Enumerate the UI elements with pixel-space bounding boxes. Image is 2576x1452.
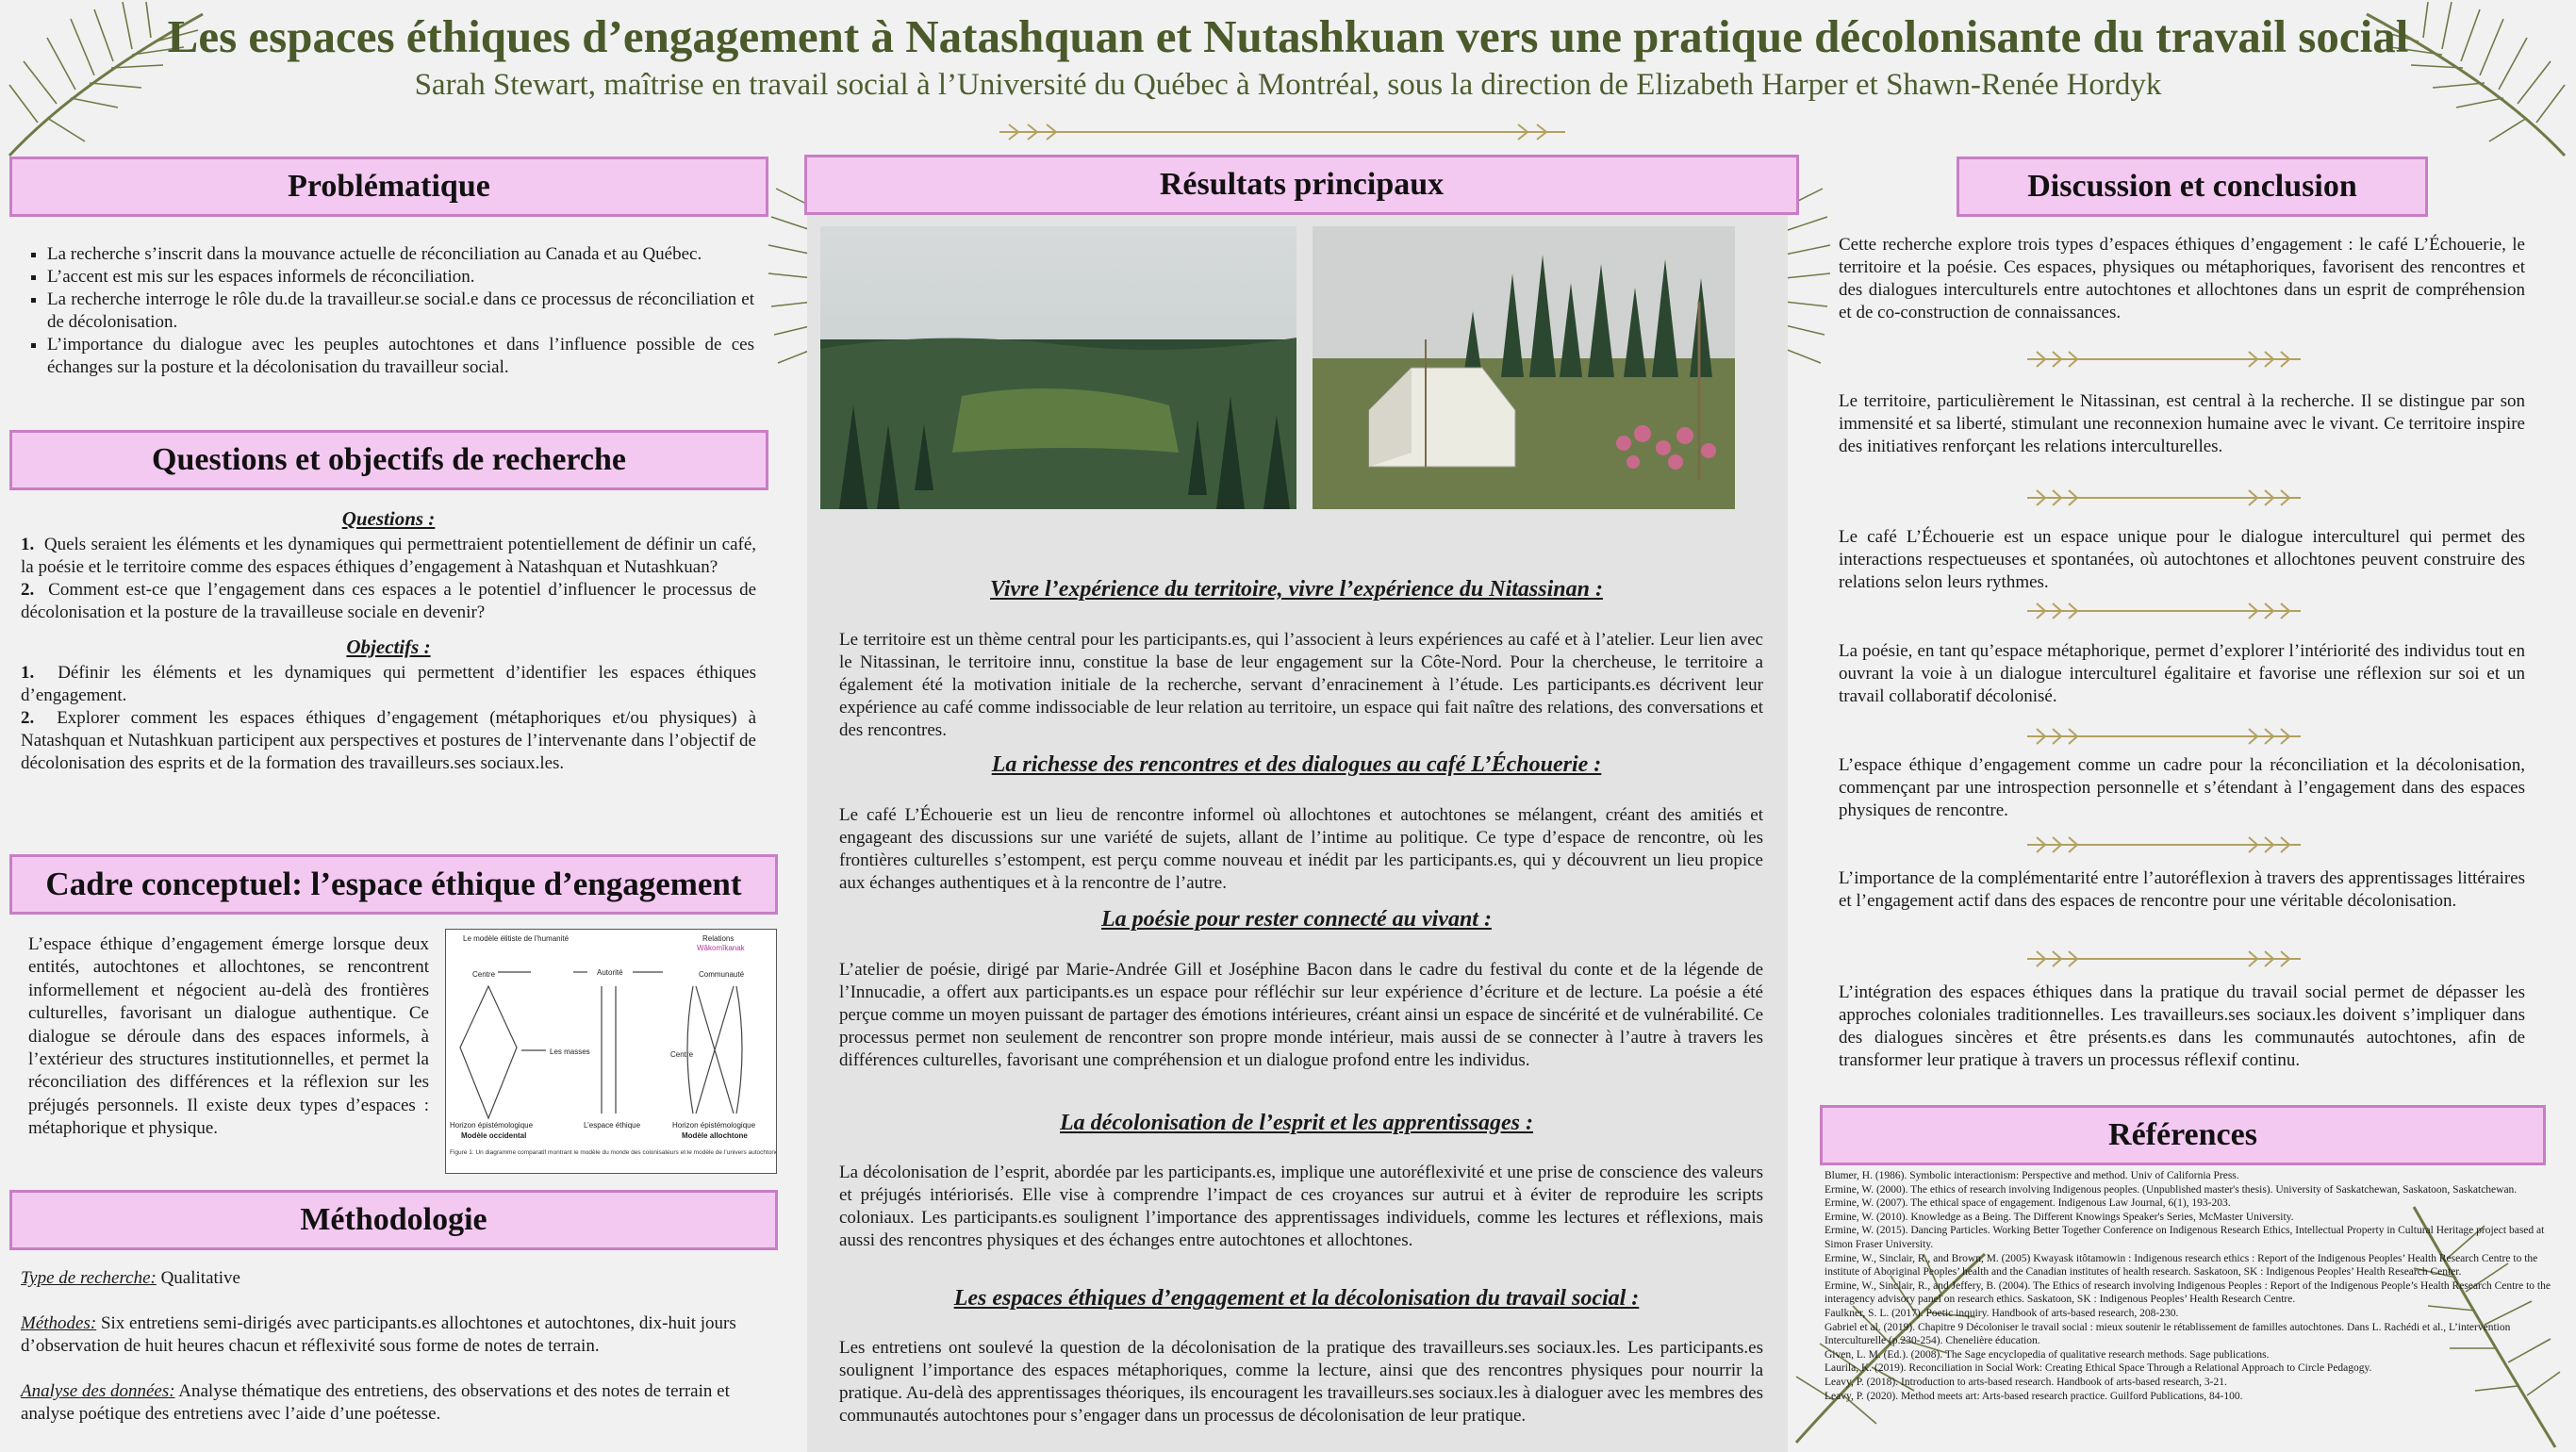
results-paragraph-2: Le café L’Échouerie est un lieu de rencontre informel où allochtones et autochtones se mélangent, créant des amitiés et engageant des discussions sur une variété de sujets, allant de l’intime au politique. Ce type d’espace de rencontre, où les frontières culturelles s’estompent, est perçu comme nouveau et inédit par les participants.es, qui y découvrent un lieu propice aux échanges authentiques et à la rencontre de l’autre. [839,805,1763,893]
discussion-paragraph: Le territoire, particulièrement le Nitassinan, est central à la recherche. Il se distingue par son immensité et sa liberté, stimulant une reconnexion humaine avec le vivant. Ce territoire inspire des initiatives renforçant les relations interculturelles. [1839,391,2525,456]
questions-text [21,502,756,775]
reference-item: Ermine, W. (2007). The ethical space of engagement. Indigenous Law Journal, 6(1), 193-203. [1825,1197,2231,1210]
reference-item: Ermine, W., Sinclair, R., and Jeffery, B. (2004). The Ethics of research involving Indigenous Peoples : Report of the Indigenous People’s Health Research Centre to the interagency advisory panel on research ethics. Saskatoon, SK : Indigenous Peoples’ Health Research Centre. [1825,1279,2551,1306]
bullet-item: ▪ L’importance du dialogue avec les peuples autochtones et dans l’influence possible de ces échanges sur la posture et la décolonisation du travailleur social. [47,334,754,379]
fig-label: Modèle allochtone [682,1131,748,1140]
results-paragraph-5: Les entretiens ont soulevé la question de la décolonisation de la pratique des travailleurs.ses sociaux.les. Les participants.es soulignent l’importance des espaces métaphoriques, comme la lecture, ainsi que des rencontres physiques pour nourrir la pratique. Au-delà des apprentissages théoriques, ils encouragent les travailleurs.ses sociaux.les à dialoguer avec les membres des communautés autochtones pour s’engager dans un processus de décolonisation de leur pratique. [839,1338,1763,1426]
fig-label: Centre [472,970,496,979]
fig-label: Horizon épistémologique [672,1121,756,1130]
arrow-ornament-icon [2023,349,2305,370]
results-subheading-1: Vivre l’expérience du territoire, vivre l’expérience du Nitassinan : [990,577,1603,602]
reference-item: Gabriel et al. (2019). Chapitre 9 Décoloniser le travail social : mieux soutenir le rétablissement de familles autochtones. Dans L. Rachédi et al., L’intervention Interculturelle (p.230-254). Chenelière éducation. [1825,1321,2511,1347]
section-heading-methodologie: Méthodologie [9,1190,778,1250]
landscape-photo [820,226,1296,509]
results-subheading-3: La poésie pour rester connecté au vivant : [1101,907,1492,932]
section-heading-questions: Questions et objectifs de recherche [9,430,768,490]
bullet-item: ▪ La recherche interroge le rôle du.de la travailleur.se social.e dans ce processus de réconciliation et de décolonisation. [47,289,754,334]
reference-item: Given, L. M. (Ed.). (2008). The Sage encyclopedia of qualitative research methods. Sage publications. [1825,1348,2270,1361]
results-subheading-2: La richesse des rencontres et des dialogues au café L’Échouerie : [991,752,1602,777]
problematique-text [9,243,754,379]
comparative-diagram [446,930,776,1173]
section-heading-resultats: Résultats principaux [804,155,1799,215]
arrow-ornament-icon [2023,487,2305,508]
discussion-paragraph: L’importance de la complémentarité entre l’autoréflexion à travers des apprentissages littéraires et l’engagement actif dans des espaces de rencontre pour une véritable décolonisation. [1839,868,2525,911]
reference-item: Ermine, W., Sinclair, R., and Brown, M. (2005) Kwayask itôtamowin : Indigenous research ethics : Report of the Indigenous Peoples’ Health Research Centre to the institute of Aboriginal Peoples’ health and the Canadian institutes of health research. Saskatoon, SK : Indigenous Peoples’ Health Research Center. [1825,1252,2538,1279]
objectifs-label: Objectifs : [346,635,431,658]
reference-item: Ermine, W. (2000). The ethics of research involving Indigenous peoples. (Unpublished master's thesis). University of Saskatchewan, Saskatoon, Saskatchewan. [1825,1183,2518,1196]
fig-caption: Figure 1: Un diagramme comparatif montrant le modèle du monde des colonisateurs et le modèle de l’univers autochtone. [450,1149,776,1156]
reference-item: Laurila, K. (2019). Reconciliation in Social Work: Creating Ethical Space Through a Relational Approach to Circle Pedagogy. [1825,1362,2372,1375]
arrow-ornament-icon [2023,949,2305,969]
question-2: 2. Comment est-ce que l’engagement dans ces espaces a le potentiel d’influencer le processus de décolonisation et la posture de la travailleuse sociale en devenir? [21,580,757,622]
questions-label: Questions : [341,507,436,530]
arrow-ornament-icon [2023,726,2305,747]
section-heading-cadre: Cadre conceptuel: l’espace éthique d’engagement [9,854,778,915]
reference-item: Ermine, W. (2010). Knowledge as a Being. The Different Knowings Speaker's Series, McMaster University. [1825,1211,2294,1223]
bullet-item: ▪ La recherche s’inscrit dans la mouvance actuelle de réconciliation au Canada et au Québec. [47,243,754,266]
fig-label: L’espace éthique [584,1121,641,1130]
results-paragraph-1: Le territoire est un thème central pour les participants.es, qui l’associent à leurs expériences au café et à l’atelier. Leur lien avec le Nitassinan, le territoire innu, constitue la base de leur engagement sur la Côte-Nord. Pour la chercheuse, le territoire a également été la motivation initiale de la recherche, servant d’enracinement à l’étude. Les participants.es décrivent leur expérience au café comme indissociable de leur relation au territoire, un espace qui fait naître des relations, des conversations et des rencontres. [839,630,1763,740]
reference-item: Leavy, P. (2018). Introduction to arts-based research. Handbook of arts-based research, 3-21. [1825,1376,2227,1388]
references-list [1825,1169,2558,1403]
fig-label: Les masses [550,1048,590,1056]
reference-item: Blumer, H. (1986). Symbolic interactionism: Perspective and method. Univ of California Press. [1825,1170,2239,1181]
objectif-1: 1. Définir les éléments et les dynamiques qui permettent d’identifier les espaces éthiques d’engagement. [21,663,756,705]
results-subheading-4: La décolonisation de l’esprit et les apprentissages : [1060,1111,1533,1135]
fig-label: Wâkomîkanak [697,944,745,952]
results-paragraph-3: L’atelier de poésie, dirigé par Marie-Andrée Gill et Joséphine Bacon dans le cadre du festival du conte et de la légende de l’Innucadie, a offert aux participants.es un espace pour réfléchir sur leur expérience d’écriture et de lecture. La poésie a été perçue comme un moyen puissant de partager des émotions intérieures, créant ainsi un espace de sincérité et de vulnérabilité. Ce processus permet non seulement de rencontrer son propre monde intérieur, mais aussi de se connecter à l’autre à travers les différences culturelles, favorisant une compréhension et un dialogue profond entre les individus. [839,960,1763,1070]
cadre-text: L’espace éthique d’engagement émerge lorsque deux entités, autochtones et allochtones, se rencontrent informellement et négocient au-delà des frontières culturelles, favorisant un dialogue authentique. Ce dialogue se déroule dans des espaces informels, à l’extérieur des structures institutionnelles, et permet la réconciliation des différences et la réflexion sur les préjugés personnels. Il existe deux types d’espaces : métaphorique et physique. [28,934,429,1139]
reference-item: Faulkner, S. L. (2017). Poetic inquiry. Handbook of arts-based research, 208-230. [1825,1307,2179,1319]
arrow-ornament-icon [990,121,1575,143]
objectif-2: 2. Explorer comment les espaces éthiques d’engagement (métaphoriques et/ou physiques) à Natashquan et Nutashkuan participent aux perspectives et postures de l’intervenante dans l’objectif de décolonisation des esprits et de la formation des travailleurs.ses sociaux.les. [21,708,757,773]
poster-title: Les espaces éthiques d’engagement à Natashquan et Nutashkuan vers une pratique décolonisante du travail social [167,10,2409,62]
fig-label: Centre [670,1050,694,1059]
results-subheading-5: Les espaces éthiques d’engagement et la décolonisation du travail social : [953,1286,1640,1311]
discussion-paragraph: L’espace éthique d’engagement comme un cadre pour la réconciliation et la décolonisation, commençant par une introspection personnelle et s’étendant à l’engagement dans des espaces physiques de rencontre. [1839,755,2525,820]
question-1: 1. Quels seraient les éléments et les dynamiques qui permettraient potentiellement de définir un café, la poésie et le territoire comme des espaces éthiques d’engagement à Natashquan et Nutashkuan? [21,535,757,577]
methodologie-text: Type de recherche: Qualitative Méthodes: Six entretiens semi-dirigés avec participants.es allochtones et autochtones, dix-huit jours d’observation de huit heures chacun et réflexivité sous forme de notes de terrain. Analyse des données: Analyse thématique des entretiens, des observations et des notes de terrain et analyse poétique des entretiens avec l’aide d’une poétesse. [21,1268,736,1424]
fig-label: Communauté [699,970,745,979]
arrow-ornament-icon [2023,601,2305,621]
bullet-item: ▪ L’accent est mis sur les espaces informels de réconciliation. [47,266,754,289]
arrow-ornament-icon [2023,834,2305,855]
discussion-paragraph: La poésie, en tant qu’espace métaphorique, permet d’explorer l’intériorité des individus tout en ouvrant la voie à un dialogue interculturel égalitaire et favorise une réflexion sur soi et un travail collaboratif décolonisé. [1839,641,2525,706]
fig-label: Modèle occidental [461,1131,527,1140]
reference-item: Ermine, W. (2015). Dancing Particles. Working Better Together Conference on Indigenous Research Ethics, Intellectual Property in Cultural Heritage project based at Simon Fraser University. [1825,1225,2545,1250]
discussion-paragraph: L’intégration des espaces éthiques dans la pratique du travail social permet de dépasser les approches coloniales traditionnelles. Les travailleurs.ses sociaux.les doivent s’impliquer dans des dialogues sincères et être présents.es dans les communautés autochtones, afin de transformer leur pratique à travers un processus réflexif continu. [1839,982,2525,1070]
fig-label: Autorité [597,968,623,977]
fig-label: Le modèle élitiste de l’humanité [463,934,570,943]
discussion-paragraph: Cette recherche explore trois types d’espaces éthiques d’engagement : le café L’Échouerie, le territoire et la poésie. Ces espaces, physiques ou métaphoriques, favorisent des rencontres et des dialogues interculturels entre autochtones et allochtones dans un esprit de compréhension et de co-construction de connaissances. [1839,235,2525,322]
section-heading-problematique: Problématique [9,157,768,217]
section-heading-references: Références [1820,1105,2546,1165]
reference-item: Leavy, P. (2020). Method meets art: Arts-based research practice. Guilford Publications, 84-100. [1825,1390,2243,1402]
poster-subtitle: Sarah Stewart, maîtrise en travail social à l’Université du Québec à Montréal, sous la direction de Elizabeth Harper et Shawn-Renée Hordyk [414,68,2162,102]
discussion-paragraph: Le café L’Échouerie est un espace unique pour le dialogue interculturel qui permet des interactions respectueuses et spontanées, où autochtones et allochtones peuvent construire des relations selon leurs rythmes. [1839,527,2525,592]
tent-photo [1313,226,1735,509]
fig-label: Relations [702,934,735,943]
section-heading-discussion: Discussion et conclusion [1957,157,2428,217]
results-paragraph-4: La décolonisation de l’esprit, abordée par les participants.es, implique une autoréflexivité et une prise de conscience des valeurs et préjugés intériorisés. Elle vise à comprendre l’impact de ces croyances sur autrui et à éviter de reproduire les scripts coloniaux. Les participants.es soulignent l’importance des apprentissages individuels, comme les lectures et réflexions, mais aussi des rencontres physiques et des échanges entre autochtones et allochtones. [839,1163,1763,1250]
fig-label: Horizon épistémologique [450,1121,534,1130]
conceptual-figure [445,929,777,1174]
